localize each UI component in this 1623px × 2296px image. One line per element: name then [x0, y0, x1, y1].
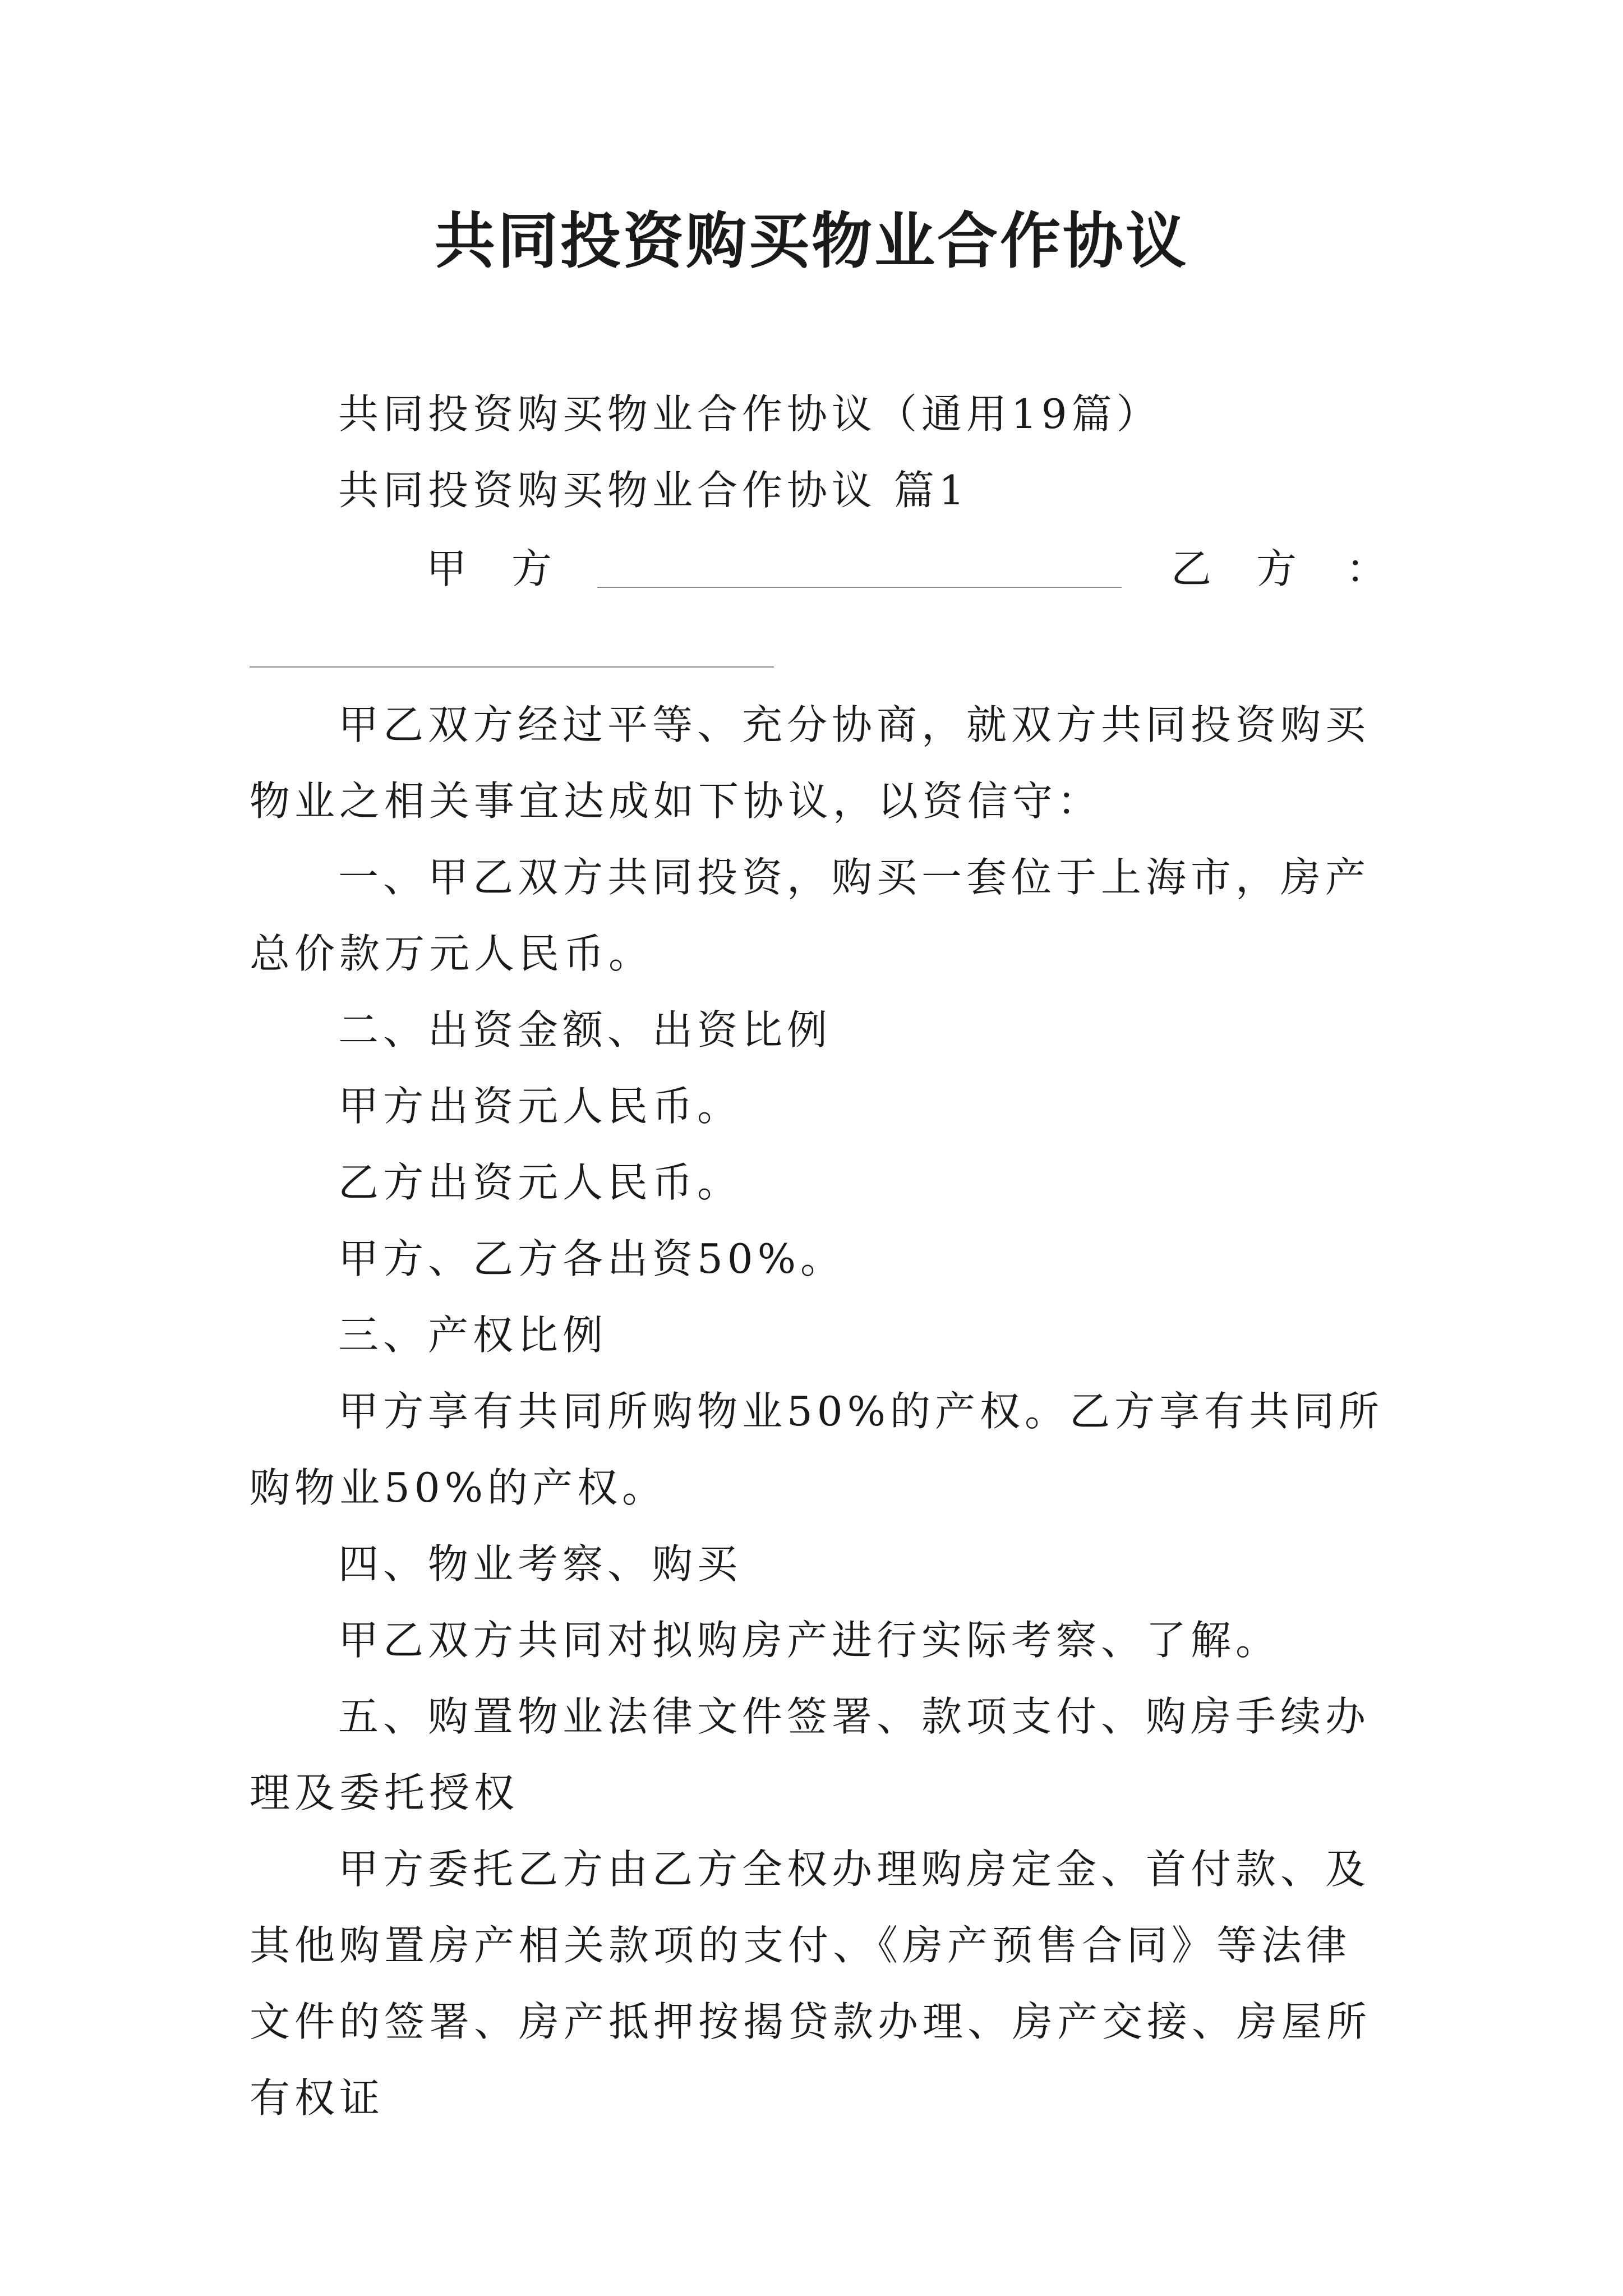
- party-b-colon: ：: [1346, 545, 1387, 592]
- party-a-label: 甲方: [426, 545, 597, 592]
- paragraph-contribution-ratio: 甲方、乙方各出资50%。: [338, 1235, 846, 1282]
- section-heading: 共同投资购买物业合作协议 篇1: [338, 467, 969, 514]
- paragraph-clause-3-heading: 三、产权比例: [338, 1312, 608, 1359]
- paragraph-party-b-contribution: 乙方出资元人民币。: [338, 1159, 743, 1206]
- paragraph-intro: 甲乙双方经过平等、充分协商，就双方共同投资购买物业之相关事宜达成如下协议，以资信守：: [250, 701, 1371, 825]
- document-title: 共同投资购买物业合作协议: [434, 206, 1188, 277]
- paragraph-clause-2-heading: 二、出资金额、出资比例: [338, 1006, 832, 1053]
- paragraph-clause-5-heading: 五、购置物业法律文件签署、款项支付、购房手续办理及委托授权: [250, 1693, 1371, 1816]
- party-row: [0, 531, 1623, 607]
- paragraph-inspection: 甲乙双方共同对拟购房产进行实际考察、了解。: [338, 1617, 1281, 1664]
- paragraph-party-a-contribution: 甲方出资元人民币。: [338, 1083, 743, 1130]
- paragraph-authorization: 甲方委托乙方由乙方全权办理购房定金、首付款、及其他购置房产相关款项的支付、《房产预售合同》等法律文件的签署、房产抵押按揭贷款办理、房产交接、房屋所有权证: [250, 1846, 1372, 2122]
- party-b-blank-line: [250, 666, 774, 668]
- paragraph-clause-4-heading: 四、物业考察、购买: [338, 1540, 743, 1588]
- document-subtitle: 共同投资购买物业合作协议（通用19篇）: [338, 390, 1161, 438]
- party-a-blank-line: [597, 587, 1122, 588]
- party-b-label: 乙方: [1171, 545, 1342, 592]
- paragraph-ownership-ratio: 甲方享有共同所购物业50%的产权。乙方享有共同所购物业50%的产权。: [250, 1388, 1384, 1511]
- paragraph-clause-1: 一、甲乙双方共同投资，购买一套位于上海市，房产总价款万元人民币。: [250, 854, 1371, 977]
